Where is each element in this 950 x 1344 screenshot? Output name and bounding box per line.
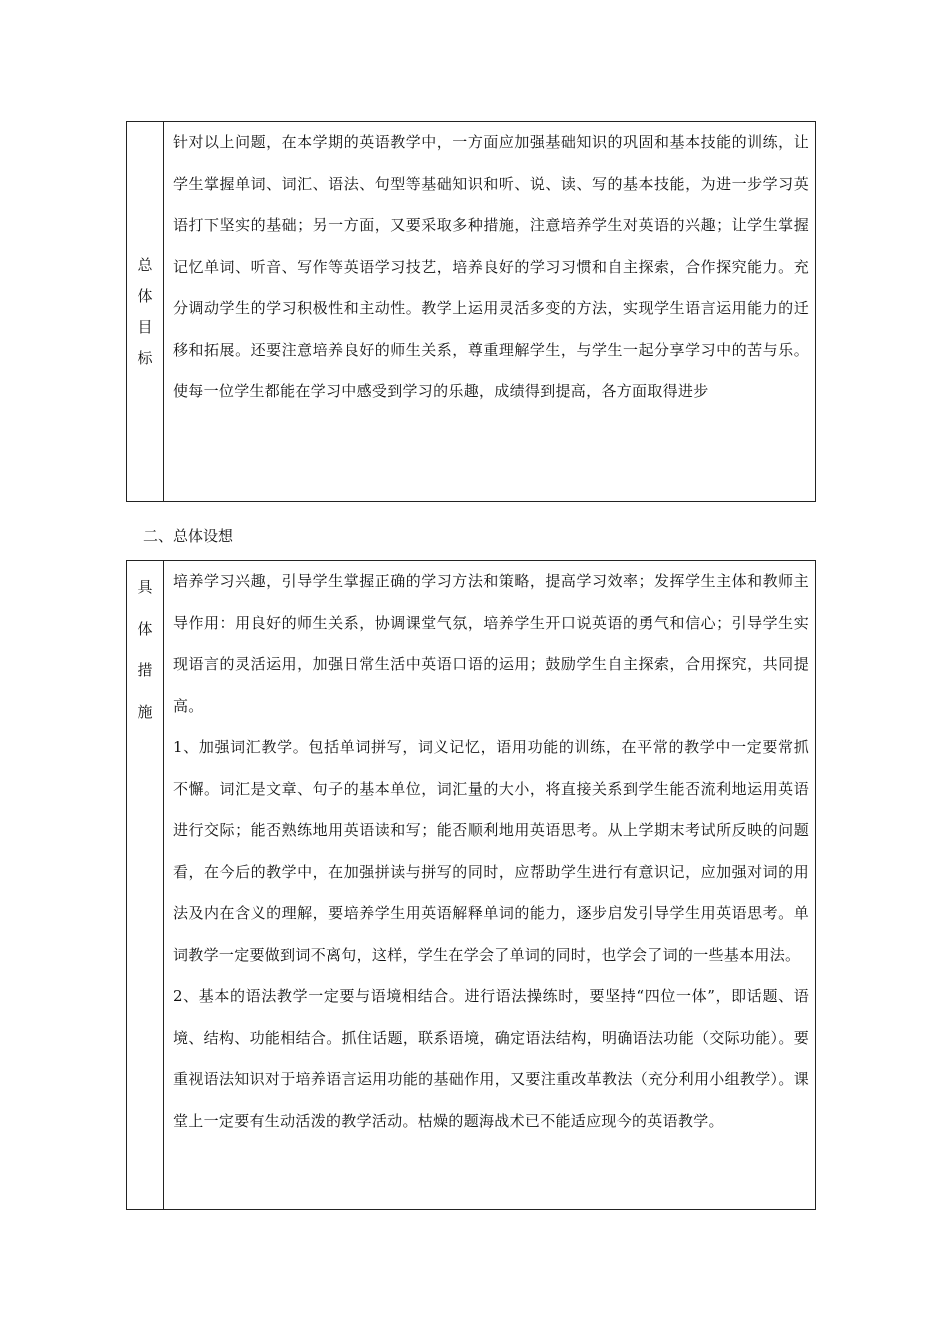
- measures-paragraph-vocabulary: 1、加强词汇教学。包括单词拼写，词义记忆，语用功能的训练，在平常的教学中一定要常抓不懈。词汇是文章、句子的基本单位，词汇量的大小，将直接关系到学生能否流利地运用英语进行交际；能否熟练地用英语读和写；能否顺利地用英语思考。从上学期末考试所反映的问题看，在今后的教学中，在加强拼读与拼写的同时，应帮助学生进行有意识记，应加强对词的用法及内在含义的理解，要培养学生用英语解释单词的能力，逐步启发引导学生用英语思考。单词教学一定要做到词不离句，这样，学生在学会了单词的同时，也学会了词的一些基本用法。: [173, 738, 809, 964]
- measures-paragraph-grammar: 2、基本的语法教学一定要与语境相结合。进行语法操练时，要坚持“四位一体”，即话题、语境、结构、功能相结合。抓住话题，联系语境，确定语法结构，明确语法功能（交际功能）。要重视语法知识对于培养语言运用功能的基础作用，又要注重改革教法（充分利用小组教学）。课堂上一定要有生动活泼的教学活动。枯燥的题海战术已不能适应现今的英语教学。: [173, 987, 809, 1130]
- goals-label-char: 目: [137, 317, 153, 336]
- section-heading: 二、总体设想: [143, 527, 234, 545]
- measures-label-char: 施: [137, 702, 153, 721]
- measures-label-char: 措: [137, 661, 153, 679]
- measures-label-char: 具: [137, 578, 153, 596]
- measures-label-char: 体: [137, 619, 153, 638]
- goals-content-cell: [164, 122, 815, 501]
- measures-table: [126, 560, 816, 1210]
- goals-label-char: 标: [137, 348, 153, 367]
- goals-label-char: 体: [137, 286, 153, 305]
- goals-label-cell: [127, 122, 164, 501]
- goals-paragraph: 针对以上问题，在本学期的英语教学中，一方面应加强基础知识的巩固和基本技能的训练，让学生掌握单词、词汇、语法、句型等基础知识和听、说、读、写的基本技能，为进一步学习英语打下坚实的基础；另一方面，又要采取多种措施，注意培养学生对英语的兴趣；让学生掌握记忆单词、听音、写作等英语学习技艺，培养良好的学习习惯和自主探索，合作探究能力。充分调动学生的学习积极性和主动性。教学上运用灵活多变的方法，实现学生语言运用能力的迁移和拓展。还要注意培养良好的师生关系，尊重理解学生，与学生一起分享学习中的苦与乐。使每一位学生都能在学习中感受到学习的乐趣，成绩得到提高，各方面取得进步: [173, 133, 809, 400]
- goals-label-char: 总: [137, 255, 153, 274]
- goals-table: [126, 121, 816, 502]
- measures-content-cell: [164, 561, 815, 1209]
- measures-label-cell: [127, 561, 164, 1209]
- measures-paragraph-intro: 培养学习兴趣，引导学生掌握正确的学习方法和策略，提高学习效率；发挥学生主体和教师主导作用：用良好的师生关系，协调课堂气氛，培养学生开口说英语的勇气和信心；引导学生实现语言的灵活运用，加强日常生活中英语口语的运用；鼓励学生自主探索，合用探究，共同提高。: [173, 572, 809, 715]
